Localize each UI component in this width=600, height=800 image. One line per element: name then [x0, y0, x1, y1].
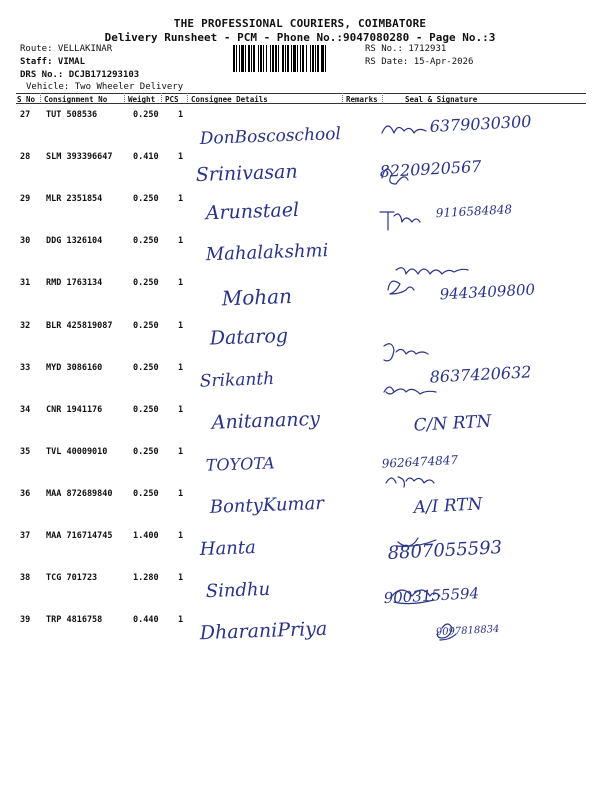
consignee-handwriting: Mahalakshmi — [205, 240, 329, 266]
consignee-handwriting: Datarog — [209, 324, 289, 350]
company-title: THE PROFESSIONAL COURIERS, COIMBATORE — [173, 17, 427, 30]
barcode-bar — [253, 45, 255, 72]
col-divider — [124, 93, 125, 102]
consignee-handwriting: Sindhu — [205, 578, 271, 603]
signature-phone-handwriting: 8637420632 — [429, 362, 532, 387]
barcode-bar — [248, 45, 250, 72]
barcode-bar — [272, 45, 274, 72]
col-consignee: Consignee Details — [191, 95, 268, 104]
row-pcs: 1 — [178, 152, 184, 163]
consignee-handwriting: Srinivasan — [195, 160, 298, 187]
signature-scribble — [380, 212, 420, 230]
row-sno: 38 — [20, 573, 31, 584]
row-weight: 1.280 — [133, 573, 159, 584]
col-sno: S No — [17, 95, 36, 104]
row-sno: 30 — [20, 236, 31, 247]
row-sno: 39 — [20, 615, 31, 626]
row-consignment-no: MAA 716714745 — [46, 531, 113, 541]
row-consignment-no: TCG 701723 — [46, 573, 98, 584]
consignee-handwriting: DonBoscoschool — [199, 124, 342, 149]
table-top-rule — [16, 93, 586, 94]
row-pcs: 1 — [178, 278, 184, 289]
col-divider — [382, 93, 383, 102]
vehicle-label: Vehicle: Two Wheeler Delivery — [26, 82, 184, 92]
row-pcs: 1 — [178, 615, 184, 626]
signature-phone-handwriting: 9097818834 — [435, 623, 500, 639]
barcode-bar — [285, 45, 286, 72]
row-consignment-no: DDG 1326104 — [46, 236, 103, 247]
rs-number: RS No.: 1712931 — [365, 44, 447, 54]
col-remarks: Remarks — [346, 95, 378, 104]
consignee-handwriting: Hanta — [199, 537, 257, 560]
rs-date: RS Date: 15-Apr-2026 — [365, 57, 474, 67]
signature-scribble — [382, 126, 426, 133]
consignee-handwriting: BontyKumar — [209, 492, 325, 518]
row-sno: 27 — [20, 110, 31, 120]
col-weight: Weight — [128, 95, 156, 104]
row-sno: 37 — [20, 531, 31, 541]
row-consignment-no: MAA 872689840 — [46, 488, 113, 499]
barcode-image — [233, 45, 361, 72]
signature-scribble — [382, 169, 408, 184]
barcode-bar — [291, 45, 292, 72]
row-weight: 0.410 — [133, 152, 159, 163]
row-weight: 0.250 — [133, 488, 159, 499]
row-consignment-no: TVL 40009010 — [46, 446, 108, 457]
col-divider — [342, 93, 343, 102]
row-sno: 36 — [20, 488, 31, 499]
signature-phone-handwriting: 9116584848 — [435, 202, 513, 221]
barcode-bar — [287, 45, 289, 72]
signature-scribble — [384, 344, 428, 361]
row-pcs: 1 — [178, 573, 184, 584]
consignee-handwriting: Arunstael — [205, 198, 300, 225]
row-pcs: 1 — [178, 194, 184, 205]
col-divider — [187, 93, 188, 102]
drs-number: DRS No.: DCJB171293103 — [20, 70, 140, 80]
signature-scribble — [438, 624, 457, 640]
row-weight: 0.250 — [133, 110, 159, 120]
table-header-rule — [16, 103, 586, 104]
signature-phone-handwriting: C/N RTN — [413, 411, 492, 436]
consignee-handwriting: Anitanancy — [211, 407, 321, 434]
row-consignment-no: TRP 4816758 — [46, 615, 103, 626]
row-sno: 31 — [20, 278, 31, 289]
row-consignment-no: BLR 425819087 — [46, 320, 113, 331]
signature-scribble — [386, 477, 434, 487]
barcode-bar — [282, 45, 284, 72]
consignee-handwriting: Srikanth — [199, 369, 275, 392]
row-pcs: 1 — [178, 320, 184, 331]
signature-phone-handwriting: 8807055593 — [387, 537, 503, 564]
barcode-bar — [300, 45, 301, 72]
barcode-bar — [297, 45, 298, 72]
signature-scribble — [396, 268, 468, 274]
row-consignment-no: MYD 3086160 — [46, 362, 103, 373]
row-sno: 32 — [20, 320, 31, 331]
row-sno: 35 — [20, 446, 31, 457]
signature-phone-handwriting: 9443409800 — [439, 280, 536, 304]
col-pcs: PCS — [165, 95, 179, 104]
col-consignment: Consignment No — [44, 95, 108, 104]
row-pcs: 1 — [178, 404, 184, 415]
row-weight: 1.400 — [133, 531, 159, 541]
barcode-bar — [310, 45, 311, 72]
row-pcs: 1 — [178, 110, 184, 120]
row-weight: 0.250 — [133, 194, 159, 205]
barcode-bar — [321, 45, 324, 72]
consignee-handwriting: TOYOTA — [205, 453, 275, 475]
row-pcs: 1 — [178, 362, 184, 373]
barcode-bar — [241, 45, 244, 72]
row-sno: 34 — [20, 404, 31, 415]
row-consignment-no: MLR 2351854 — [46, 194, 103, 205]
barcode-bar — [270, 45, 271, 72]
row-weight: 0.250 — [133, 446, 159, 457]
runsheet-subtitle: Delivery Runsheet - PCM - Phone No.:9047080280 - Page No.:3 — [104, 31, 496, 44]
col-seal-signature: Seal & Signature — [405, 95, 478, 104]
row-consignment-no: TUT 508536 — [46, 110, 98, 120]
barcode-bar — [239, 45, 240, 72]
barcode-bar — [325, 45, 326, 72]
consignee-handwriting: DharaniPriya — [199, 617, 328, 645]
row-weight: 0.250 — [133, 404, 159, 415]
signature-scribble — [384, 387, 436, 394]
signature-phone-handwriting: 6379030300 — [429, 111, 532, 136]
route-label: Route: VELLAKINAR — [20, 44, 113, 54]
barcode-bar — [258, 45, 259, 72]
row-weight: 0.250 — [133, 320, 159, 331]
col-divider — [161, 93, 162, 102]
signature-phone-handwriting: 8220920567 — [379, 156, 482, 182]
barcode-bar — [312, 45, 314, 72]
signature-scribble — [388, 281, 414, 294]
barcode-bar — [236, 45, 237, 72]
barcode-bar — [251, 45, 252, 72]
barcode-bar — [306, 45, 307, 72]
row-weight: 0.250 — [133, 278, 159, 289]
row-weight: 0.250 — [133, 362, 159, 373]
barcode-bar — [315, 45, 316, 72]
barcode-bar — [317, 45, 319, 72]
row-consignment-no: CNR 1941176 — [46, 404, 103, 415]
barcode-bar — [278, 45, 279, 72]
row-pcs: 1 — [178, 488, 184, 499]
barcode-bar — [245, 45, 246, 72]
barcode-bar — [266, 45, 267, 72]
consignee-handwriting: Mohan — [221, 283, 293, 311]
signature-scribble — [392, 590, 440, 604]
barcode-bar — [302, 45, 304, 72]
row-consignment-no: RMD 1763134 — [46, 278, 103, 289]
signature-phone-handwriting: A/I RTN — [413, 494, 484, 518]
row-consignment-no: SLM 393396647 — [46, 152, 113, 163]
barcode-bar — [233, 45, 235, 72]
signature-phone-handwriting: 9626474847 — [381, 452, 459, 471]
row-sno: 33 — [20, 362, 31, 373]
row-pcs: 1 — [178, 446, 184, 457]
row-weight: 0.440 — [133, 615, 159, 626]
row-weight: 0.250 — [133, 236, 159, 247]
signature-scribble — [396, 538, 436, 546]
barcode-bar — [260, 45, 262, 72]
barcode-bar — [275, 45, 277, 72]
row-pcs: 1 — [178, 531, 184, 541]
signature-phone-handwriting: 9003155594 — [383, 584, 480, 608]
barcode-bar — [293, 45, 296, 72]
row-sno: 28 — [20, 152, 31, 163]
staff-label: Staff: VIMAL — [20, 57, 86, 67]
row-sno: 29 — [20, 194, 31, 205]
barcode-bar — [263, 45, 264, 72]
col-divider — [40, 93, 41, 102]
row-pcs: 1 — [178, 236, 184, 247]
